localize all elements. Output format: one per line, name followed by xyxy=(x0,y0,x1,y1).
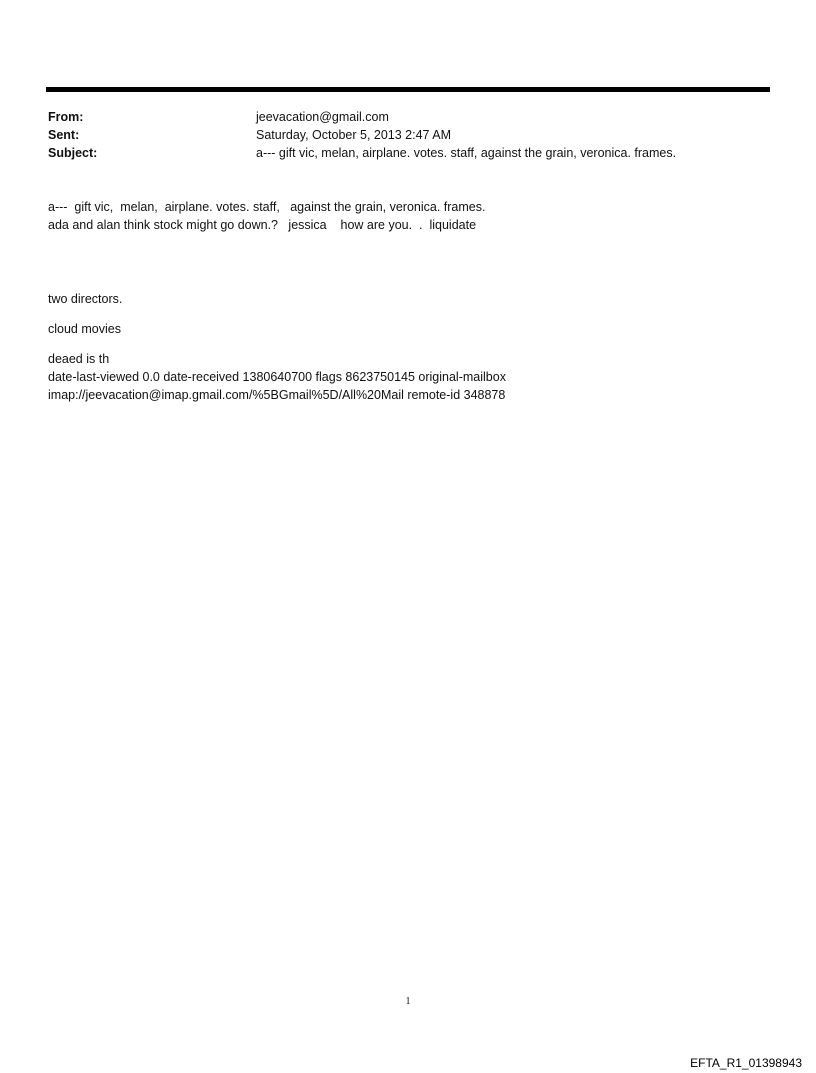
document-id: EFTA_R1_01398943 xyxy=(690,1056,802,1070)
from-value: jeevacation@gmail.com xyxy=(256,110,389,124)
subject-row xyxy=(48,144,778,162)
body-line: deaed is th xyxy=(48,352,110,366)
body-line: two directors. xyxy=(48,292,123,306)
body-line: imap://jeevacation@imap.gmail.com/%5BGmail%5D/All%20Mail remote-id 348878 xyxy=(48,388,506,402)
spacer xyxy=(48,234,778,290)
sent-row xyxy=(48,126,778,144)
subject-value: a--- gift vic, melan, airplane. votes. staff, against the grain, veronica. frames. xyxy=(256,146,677,160)
body-line: ada and alan think stock might go down.? jessica how are you. . liquidate xyxy=(48,218,477,232)
spacer xyxy=(48,338,778,350)
email-body xyxy=(48,198,778,404)
page-number: 1 xyxy=(405,996,411,1007)
email-header xyxy=(48,108,778,162)
from-label: From: xyxy=(48,110,84,124)
subject-label: Subject: xyxy=(48,146,98,160)
header-divider xyxy=(46,87,770,92)
spacer xyxy=(48,308,778,320)
body-line: date-last-viewed 0.0 date-received 1380640700 flags 8623750145 original-mailbox xyxy=(48,370,506,384)
body-line: a--- gift vic, melan, airplane. votes. staff, against the grain, veronica. frames. xyxy=(48,200,486,214)
from-row xyxy=(48,108,778,126)
sent-label: Sent: xyxy=(48,128,80,142)
body-line: cloud movies xyxy=(48,322,121,336)
sent-value: Saturday, October 5, 2013 2:47 AM xyxy=(256,128,452,142)
